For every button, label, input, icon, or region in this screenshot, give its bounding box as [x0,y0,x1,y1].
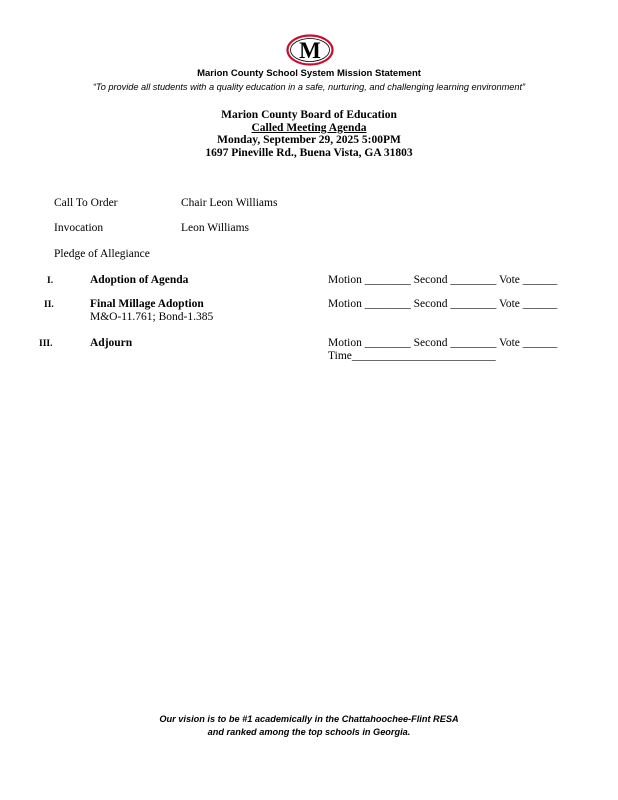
vision-statement [0,713,618,739]
vote-line: Motion ________ Second ________ Vote ______ [328,337,558,349]
invocation-label: Invocation [54,222,104,234]
call-to-order-value: Chair Leon Williams [181,197,278,209]
item-title: Final Millage Adoption [90,298,204,310]
invocation-value: Leon Williams [181,222,249,234]
agenda-header [0,109,618,159]
time-line: Time_________________________ [328,350,496,362]
logo-letter: M [299,38,321,63]
agenda-subtitle: Called Meeting Agenda [251,121,367,134]
pledge-label: Pledge of Allegiance [54,248,150,260]
millage-detail: M&O-11.761; Bond-1.385 [90,311,214,323]
mission-statement: “To provide all students with a quality education in a safe, nurturing, and challenging learning environment” [92,82,526,92]
meeting-datetime: Monday, September 29, 2025 5:00PM [217,134,401,146]
vision-line-1: Our vision is to be #1 academically in the Chattahoochee-Flint RESA [159,714,459,724]
call-to-order-label: Call To Order [54,197,118,209]
item-number: III. [39,339,53,349]
school-logo [286,34,334,66]
vote-line: Motion ________ Second ________ Vote ______ [328,274,558,286]
item-title: Adoption of Agenda [90,274,189,286]
vote-line: Motion ________ Second ________ Vote ______ [328,298,558,310]
item-number: II. [44,300,54,310]
vision-line-2: and ranked among the top schools in Georgia. [207,727,411,737]
mission-title: Marion County School System Mission Statement [197,68,421,79]
meeting-address: 1697 Pineville Rd., Buena Vista, GA 31803 [205,146,413,159]
item-title: Adjourn [90,337,133,349]
item-number: I. [47,276,54,286]
board-name: Marion County Board of Education [221,109,397,121]
